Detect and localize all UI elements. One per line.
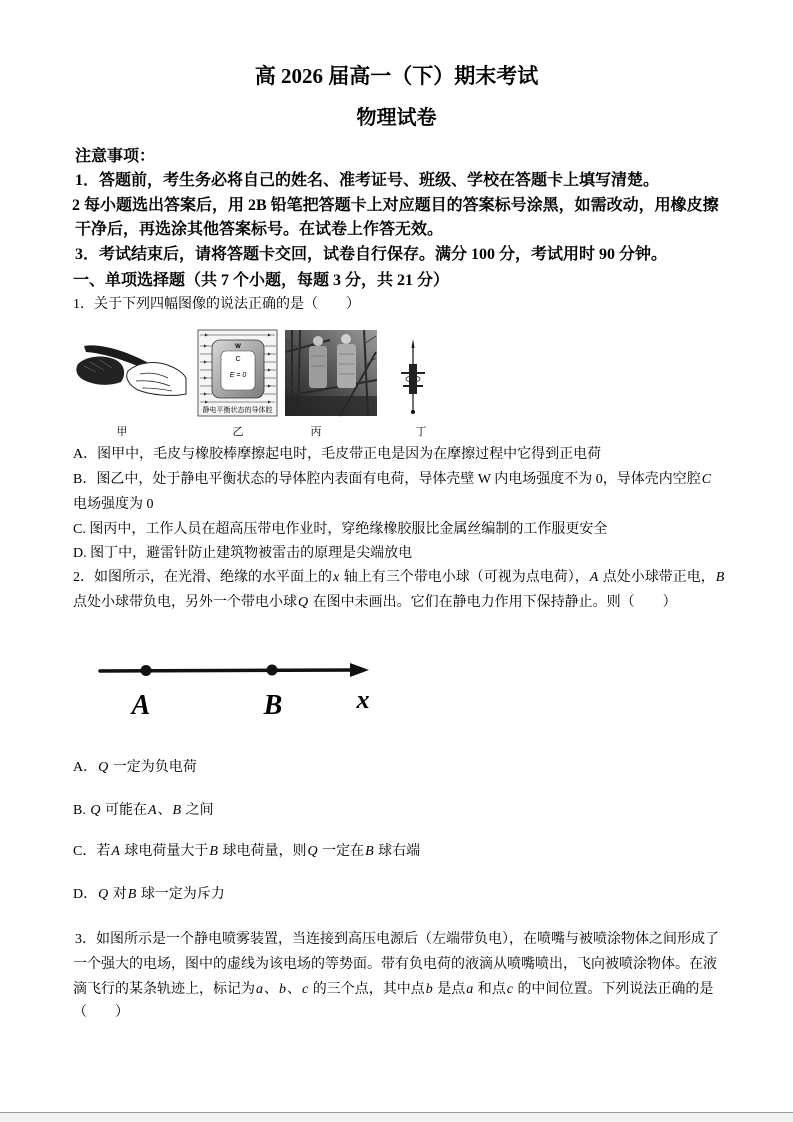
math-symbol: b bbox=[425, 982, 433, 997]
q3-stem-line-2: 一个强大的电场，图中的虚线为该电场的等势面。带有负电荷的液滴从喷嘴喷出，飞向被喷涂物体。在液 bbox=[73, 957, 717, 972]
note-item-1: 1．答题前，考生务必将自己的姓名、准考证号、班级、学校在答题卡上填写清楚。 bbox=[75, 172, 660, 189]
text-segment: 的中间位置。下列说法正确的是 bbox=[513, 982, 714, 997]
worker-2-head bbox=[341, 334, 351, 344]
math-symbol: A bbox=[589, 570, 599, 585]
math-symbol: a bbox=[466, 982, 474, 997]
text-segment: B．图乙中，处于静电平衡状态的导体腔内表面有电荷，导体壳壁 W 内电场强度不为 0，导体壳内空腔 bbox=[73, 472, 701, 487]
worker-1-body bbox=[309, 346, 327, 388]
note-item-2-line-1: 2 每小题选出答案后，用 2B 铅笔把答题卡上对应题目的答案标号涂黑，如需改动，用橡皮擦 bbox=[72, 197, 719, 214]
hand bbox=[127, 363, 186, 396]
figure-label-yi: 乙 bbox=[232, 426, 244, 438]
text-segment: 和点 bbox=[474, 982, 506, 997]
math-symbol: Q bbox=[307, 844, 318, 859]
text-segment: 球电荷量大于 bbox=[120, 844, 209, 859]
math-symbol: b bbox=[279, 982, 286, 997]
text-segment: 球电荷量，则 bbox=[218, 844, 307, 859]
photo-ground bbox=[285, 396, 377, 416]
q1-figures bbox=[70, 326, 440, 422]
text-segment: 滴飞行的某条轨迹上，标记为 bbox=[73, 982, 255, 997]
math-symbol: c bbox=[302, 982, 309, 997]
math-symbol: A bbox=[111, 844, 120, 859]
text-segment: 可能在 bbox=[101, 803, 147, 818]
cavity-label: C bbox=[235, 356, 241, 363]
figure-ding-lightning-rod bbox=[401, 339, 425, 414]
text-segment: 对 bbox=[109, 887, 127, 902]
figure-label-ding: 丁 bbox=[415, 426, 427, 438]
q2-stem-line-1 bbox=[73, 568, 725, 588]
exam-title: 高 2026 届高一（下）期末考试 bbox=[254, 64, 539, 88]
q2-axis-figure bbox=[90, 640, 390, 730]
rod-bar-lower bbox=[403, 385, 423, 387]
math-symbol: c bbox=[506, 982, 513, 997]
notes-heading: 注意事项： bbox=[75, 148, 156, 165]
x-axis-arrowhead bbox=[350, 663, 369, 677]
text-segment: 在图中未画出。它们在静电力作用下保持静止。则（ ） bbox=[309, 595, 677, 610]
math-symbol: x bbox=[333, 570, 340, 585]
q1-option-b-line-1 bbox=[73, 470, 712, 490]
text-segment: 2．如图所示，在光滑、绝缘的水平面上的 bbox=[73, 570, 332, 585]
text-segment: 点处小球带负电，另外一个带电小球 bbox=[73, 595, 297, 610]
rod-tip bbox=[412, 339, 415, 348]
x-axis-label: x bbox=[356, 685, 370, 714]
math-symbol: A bbox=[147, 803, 157, 818]
rod-body bbox=[409, 364, 417, 394]
text-segment: 是点 bbox=[433, 982, 466, 997]
math-symbol: B bbox=[365, 844, 374, 859]
figure-label-jia: 甲 bbox=[116, 426, 128, 438]
exam-subtitle: 物理试卷 bbox=[356, 107, 437, 129]
q1-stem: 1．关于下列四幅图像的说法正确的是（ ） bbox=[73, 297, 360, 312]
rod-base bbox=[411, 410, 415, 414]
figure-yi-conductor-cavity bbox=[198, 330, 277, 416]
text-segment: A． bbox=[73, 760, 98, 775]
point-b-label: B bbox=[263, 690, 283, 721]
fur-piece bbox=[76, 357, 124, 385]
q3-stem-line-1: 3．如图所示是一个静电喷雾装置，当连接到高压电源后（左端带负电），在喷嘴与被喷涂物体之间形成了 bbox=[75, 932, 719, 947]
text-segment: C．若 bbox=[73, 844, 111, 859]
note-item-3: 3．考试结束后，请将答题卡交回，试卷自行保存。满分 100 分，考试用时 90 分钟。 bbox=[75, 246, 668, 263]
text-segment: 之间 bbox=[182, 803, 214, 818]
q2-option-a bbox=[73, 758, 197, 778]
math-symbol: Q bbox=[298, 595, 309, 610]
math-symbol: B bbox=[127, 887, 137, 902]
q1-option-d: D. 图丁中，避雷针防止建筑物被雷击的原理是尖端放电 bbox=[73, 546, 413, 561]
q2-option-c bbox=[73, 842, 420, 862]
math-symbol: Q bbox=[98, 760, 109, 775]
point-a-label: A bbox=[131, 690, 151, 721]
worker-1-head bbox=[313, 336, 323, 346]
point-a-dot bbox=[141, 665, 152, 676]
figure-bing-workers-photo bbox=[285, 330, 377, 416]
figure-yi-caption: 静电平衡状态的导体腔 bbox=[202, 407, 273, 414]
q3-stem-line-4: （ ） bbox=[73, 1005, 129, 1020]
text-segment: 轴上有三个带电小球（可视为点电荷）， bbox=[340, 570, 589, 585]
text-segment: 、 bbox=[157, 803, 172, 818]
q2-option-d bbox=[73, 885, 225, 905]
q1-option-c: C. 图丙中，工作人员在超高压带电作业时，穿绝缘橡胶服比金属丝编制的工作服更安全 bbox=[73, 522, 608, 537]
math-symbol: B bbox=[209, 844, 218, 859]
text-segment: 一定为负电荷 bbox=[109, 760, 197, 775]
text-segment: B. bbox=[73, 803, 90, 818]
math-symbol: Q bbox=[98, 887, 109, 902]
math-symbol: B bbox=[172, 803, 182, 818]
q1-option-b-line-2: 电场强度为 0 bbox=[73, 497, 154, 512]
q2-option-b bbox=[73, 801, 214, 821]
text-segment: 球右端 bbox=[374, 844, 421, 859]
point-b-dot bbox=[267, 665, 278, 676]
q1-option-a: A．图甲中，毛皮与橡胶棒摩擦起电时，毛皮带正电是因为在摩擦过程中它得到正电荷 bbox=[73, 447, 602, 462]
cavity-field-label: E = 0 bbox=[229, 372, 247, 379]
figure-jia-fur-rod bbox=[76, 345, 186, 395]
note-item-2-line-2: 干净后，再选涂其他答案标号。在试卷上作答无效。 bbox=[75, 221, 444, 238]
text-segment: 点处小球带正电， bbox=[599, 570, 715, 585]
rod-bar-upper bbox=[401, 372, 425, 374]
text-segment: 、 bbox=[264, 982, 278, 997]
math-symbol: a bbox=[256, 982, 263, 997]
math-symbol: C bbox=[701, 472, 712, 487]
text-segment: D． bbox=[73, 887, 98, 902]
x-axis-line bbox=[100, 670, 356, 671]
shell-wall-label: W bbox=[235, 344, 241, 350]
worker-2-body bbox=[337, 344, 356, 388]
math-symbol: Q bbox=[90, 803, 101, 818]
q2-stem-line-2 bbox=[73, 593, 677, 613]
math-symbol: B bbox=[715, 570, 725, 585]
text-segment: 球一定为斥力 bbox=[137, 887, 225, 902]
page-bottom-edge bbox=[0, 1113, 793, 1122]
text-segment: 的三个点，其中点 bbox=[309, 982, 425, 997]
q3-stem-line-3 bbox=[73, 980, 713, 1000]
section-heading: 一、单项选择题（共 7 个小题，每题 3 分，共 21 分） bbox=[73, 272, 450, 289]
figure-label-bing: 丙 bbox=[310, 426, 322, 438]
text-segment: 、 bbox=[287, 982, 301, 997]
text-segment: 一定在 bbox=[318, 844, 365, 859]
